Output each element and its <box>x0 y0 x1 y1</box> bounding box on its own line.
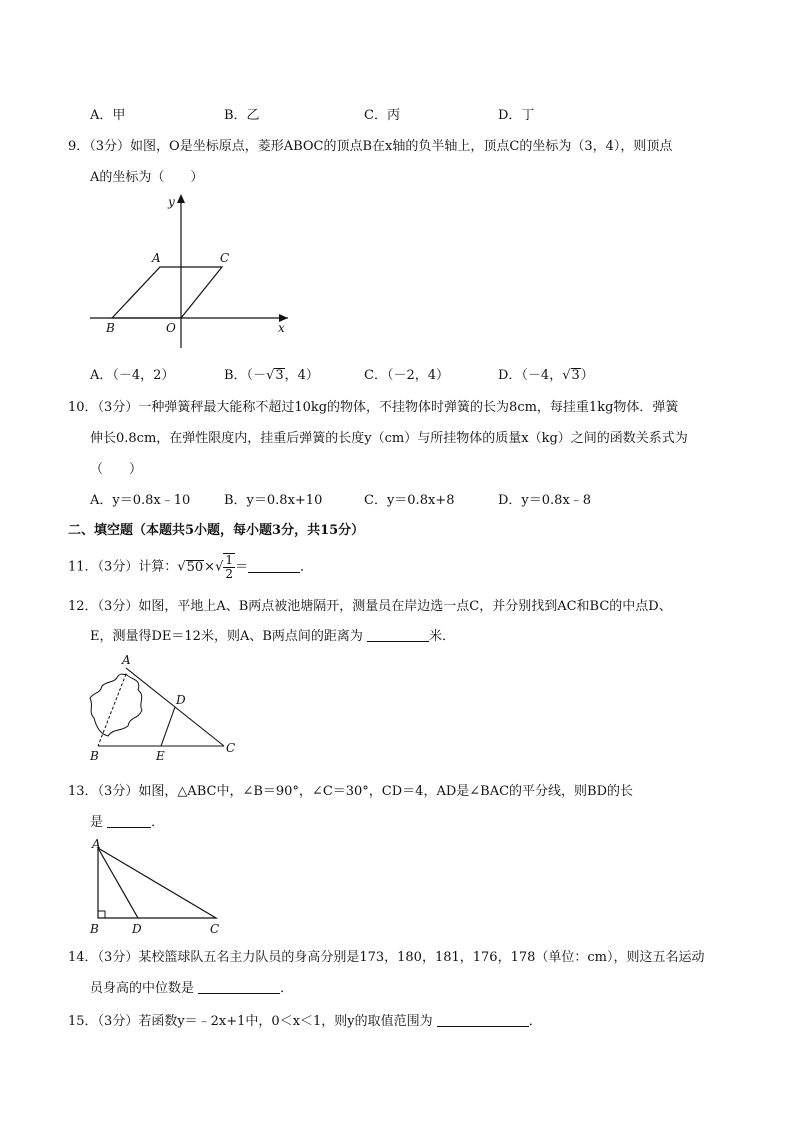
q9-label-x: x <box>278 321 285 335</box>
q12-label-e: E <box>156 749 165 763</box>
q14-answer-blank[interactable] <box>198 981 280 994</box>
q13-line1: 13．（3分）如图，△ABC中，∠B＝90°，∠C＝30°，CD＝4，AD是∠BAC的平分线，则BD的长 <box>68 784 634 799</box>
q12-label-a: A <box>122 653 131 667</box>
q9-line2: A的坐标为（ ） <box>90 170 204 185</box>
q9-label-b: B <box>106 321 115 335</box>
q10-line1: 10．（3分）一种弹簧秤最大能称不超过10kg的物体，不挂物体时弹簧的长为8cm，每挂重1kg物体．弹簧 <box>68 400 679 415</box>
q10-option-d: D．y＝0.8x﹣8 <box>498 493 592 508</box>
q8-option-c: C．丙 <box>364 108 400 123</box>
q13-label-b: B <box>90 922 99 936</box>
q13-answer-blank[interactable] <box>107 815 151 828</box>
q13-line2: 是 ． <box>90 815 165 830</box>
q13-label-d: D <box>132 922 142 936</box>
q9-line1: 9．（3分）如图，O是坐标原点，菱形ABOC的顶点B在x轴的负半轴上，顶点C的坐标为（3，4），则顶点 <box>68 139 673 154</box>
q12-line1: 12．（3分）如图，平地上A、B两点被池塘隔开，测量员在岸边选一点C，并分别找到AC和BC的中点D、 <box>68 599 672 614</box>
q13-label-a: A <box>92 837 101 851</box>
q8-option-d: D．丁 <box>498 108 535 123</box>
q13-label-c: C <box>210 922 220 936</box>
q9-option-d-radicand: 3 <box>571 368 580 383</box>
q12-label-b: B <box>90 749 99 763</box>
q12-line2: E，测量得DE＝12米，则A、B两点间的距离为 米． <box>90 629 456 644</box>
q10-option-c: C．y＝0.8x+8 <box>364 493 455 508</box>
q14-line2: 员身高的中位数是 ． <box>90 981 294 996</box>
q10-option-a: A．y＝0.8x﹣10 <box>90 493 191 508</box>
q12-figure <box>80 652 250 762</box>
q9-option-d: D．（－4，√3） <box>498 368 594 383</box>
section-fill-in-title: 二、填空题（本题共5小题，每小题3分，共15分） <box>68 523 365 538</box>
q11-answer-blank[interactable] <box>248 560 300 573</box>
q11-numerator: 1 <box>225 553 234 567</box>
q9-label-o: O <box>166 321 176 335</box>
q14-line1: 14．（3分）某校篮球队五名主力队员的身高分别是173，180，181，176，178（单位：cm），则这五名运动 <box>68 950 705 965</box>
q9-option-a: A．（－4，2） <box>90 368 175 383</box>
q11-line: 11．（3分）计算：√50×√ $\frac{1}{2}$ ＝ ． <box>68 553 314 581</box>
q8-option-a: A．甲 <box>90 108 126 123</box>
q13-figure <box>86 838 236 938</box>
q9-label-y: y <box>168 195 175 209</box>
q15-line: 15．（3分）若函数y＝﹣2x+1中，0＜x＜1，则y的取值范围为 ． <box>68 1014 542 1029</box>
q9-option-b-radicand: 3 <box>275 368 284 383</box>
q12-label-c: C <box>226 741 236 755</box>
q15-answer-blank[interactable] <box>437 1014 529 1027</box>
q9-option-c: C．（－2，4） <box>364 368 449 383</box>
q12-label-d: D <box>176 693 186 707</box>
q10-option-b: B．y＝0.8x+10 <box>224 493 323 508</box>
q9-label-a: A <box>152 251 161 265</box>
q8-option-b: B．乙 <box>224 108 260 123</box>
q11-denominator: 2 <box>225 567 234 581</box>
q9-option-b: B．（－√3，4） <box>224 368 319 383</box>
q10-line2: 伸长0.8cm，在弹性限度内，挂重后弹簧的长度y（cm）与所挂物体的质量x（kg）之间的函数关系式为 <box>90 431 688 446</box>
q9-figure <box>80 190 300 350</box>
q11-radicand-50: 50 <box>186 559 204 575</box>
q10-line3: （ ） <box>90 462 143 477</box>
q9-label-c: C <box>220 251 230 265</box>
q12-answer-blank[interactable] <box>367 629 429 642</box>
